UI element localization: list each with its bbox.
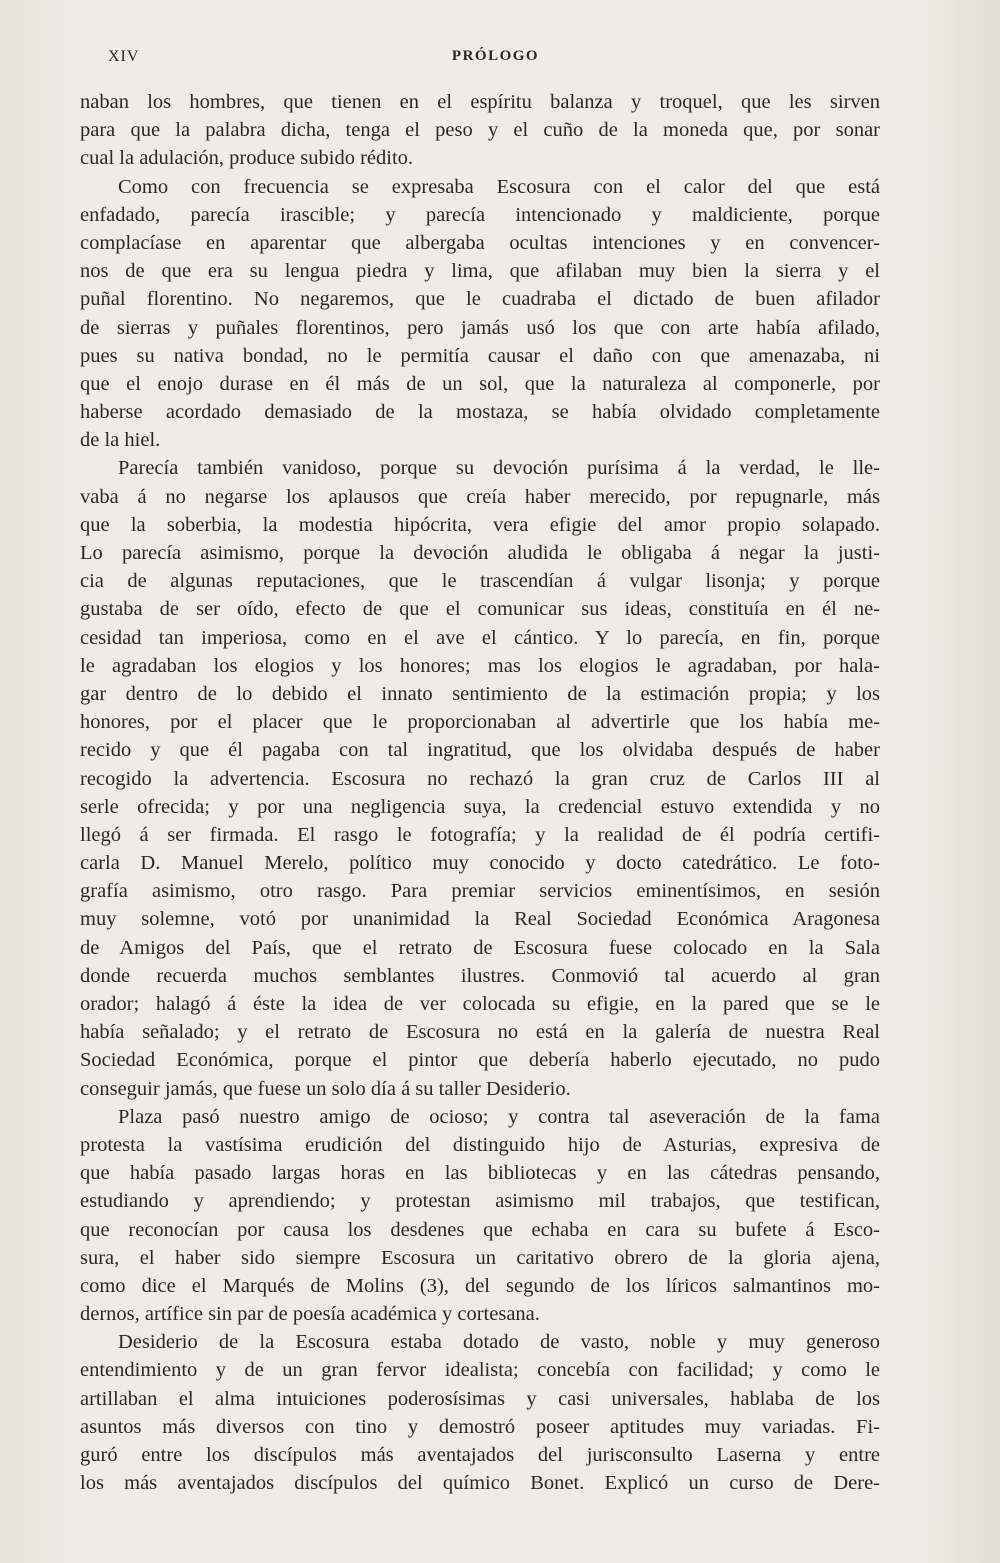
text-line: Plaza pasó nuestro amigo de ocioso; y contra tal aseveración de la fama — [118, 1105, 880, 1128]
text-line: cia de algunas reputaciones, que le trascendían á vulgar lisonja; y porque — [80, 570, 880, 593]
text-line: gar dentro de lo debido el innato sentimiento de la estimación propia; y los — [80, 682, 880, 705]
text-line: honores, por el placer que le proporcionaban al advertirle que los había me- — [80, 711, 880, 734]
text-line: le agradaban los elogios y los honores; mas los elogios le agradaban, por hala- — [80, 654, 880, 677]
text-line: orador; halagó á éste la idea de ver colocada su efigie, en la pared que se le — [80, 993, 880, 1015]
text-line: carla D. Manuel Merelo, político muy conocido y docto catedrático. Le foto- — [80, 852, 880, 875]
text-line: cual la adulación, produce subido rédito. — [80, 147, 414, 170]
text-line: estudiando y aprendiendo; y protestan asimismo mil trabajos, que testifican, — [80, 1190, 880, 1213]
text-line: protesta la vastísima erudición del distinguido hijo de Asturias, expresiva de — [80, 1133, 880, 1156]
text-line: de sierras y puñales florentinos, pero jamás usó los que con arte había afilado, — [80, 316, 880, 339]
text-line: cesidad tan imperiosa, como en el ave el cántico. Y lo parecía, en fin, porque — [80, 626, 880, 649]
text-line: naban los hombres, que tienen en el espíritu balanza y troquel, que les sirven — [80, 91, 880, 113]
text-line: que el enojo durase en él más de un sol, que la naturaleza al componerle, por — [80, 372, 880, 395]
text-line: Lo parecía asimismo, porque la devoción aludida le obligaba á negar la justi- — [80, 542, 880, 564]
text-line: como dice el Marqués de Molins (3), del segundo de los líricos salmantinos mo- — [80, 1274, 880, 1297]
text-line: recido y que él pagaba con tal ingratitud, que los olvidaba después de haber — [80, 739, 880, 762]
text-line: vaba á no negarse los aplausos que creía haber merecido, por repugnarle, más — [80, 485, 880, 508]
text-line: gustaba de ser oído, efecto de que el comunicar sus ideas, constituía en él ne- — [80, 598, 880, 621]
text-line: de Amigos del País, que el retrato de Escosura fuese colocado en la Sala — [80, 936, 880, 959]
text-line: pues su nativa bondad, no le permitía causar el daño con que amenazaba, ni — [80, 344, 880, 367]
text-line: complacíase en aparentar que albergaba ocultas intenciones y en convencer- — [80, 231, 880, 254]
text-line: haberse acordado demasiado de la mostaza, se había olvidado completamente — [80, 401, 880, 424]
text-line: donde recuerda muchos semblantes ilustres. Conmovió tal acuerdo al gran — [80, 964, 880, 987]
text-line: puñal florentino. No negaremos, que le cuadraba el dictado de buen afilador — [80, 288, 880, 311]
text-line: llegó á ser firmada. El rasgo le fotografía; y la realidad de él podría certifi- — [80, 823, 880, 846]
text-line: entendimiento y de un gran fervor idealista; concebía con facilidad; y como le — [80, 1359, 880, 1382]
text-line: sura, el haber sido siempre Escosura un caritativo obrero de la gloria ajena, — [80, 1246, 880, 1269]
text-line: Desiderio de la Escosura estaba dotado de vasto, noble y muy generoso — [118, 1331, 880, 1354]
body-text — [80, 88, 880, 1497]
text-line: Sociedad Económica, porque el pintor que debería haberlo ejecutado, no pudo — [80, 1049, 880, 1072]
text-line: nos de que era su lengua piedra y lima, que afilaban muy bien la sierra y el — [80, 260, 880, 283]
text-line: conseguir jamás, que fuese un solo día á su taller Desiderio. — [80, 1077, 571, 1100]
text-line: los más aventajados discípulos del químico Bonet. Explicó un curso de Dere- — [80, 1472, 880, 1495]
text-line: guró entre los discípulos más aventajados del jurisconsulto Laserna y entre — [80, 1444, 880, 1466]
text-line: Como con frecuencia se expresaba Escosura con el calor del que está — [118, 175, 880, 198]
text-line: había señalado; y el retrato de Escosura no está en la galería de nuestra Real — [80, 1021, 880, 1044]
text-line: Parecía también vanidoso, porque su devoción purísima á la verdad, le lle- — [118, 457, 880, 480]
text-line: para que la palabra dicha, tenga el peso y el cuño de la moneda que, por sonar — [80, 119, 880, 142]
text-line: dernos, artífice sin par de poesía académica y cortesana. — [80, 1303, 540, 1326]
text-line: que reconocían por causa los desdenes que echaba en cara su bufete á Esco- — [80, 1218, 880, 1241]
text-line: que la soberbia, la modestia hipócrita, vera efigie del amor propio solapado. — [80, 513, 880, 536]
text-line: muy solemne, votó por unanimidad la Real Sociedad Económica Aragonesa — [80, 908, 880, 931]
text-line: recogido la advertencia. Escosura no rechazó la gran cruz de Carlos III al — [80, 767, 880, 790]
text-line: serle ofrecida; y por una negligencia suya, la credencial estuvo extendida y no — [80, 795, 880, 818]
text-line: que había pasado largas horas en las bibliotecas y en las cátedras pensando, — [80, 1162, 880, 1185]
page-number: XIV — [108, 48, 140, 65]
running-title: PRÓLOGO — [451, 48, 540, 64]
text-line: enfadado, parecía irascible; y parecía intencionado y maldiciente, porque — [80, 203, 880, 226]
text-line: de la hiel. — [80, 429, 161, 452]
text-line: artillaban el alma intuiciones poderosísimas y casi universales, hablaba de los — [80, 1387, 880, 1410]
text-line: asuntos más diversos con tino y demostró poseer aptitudes muy variadas. Fi- — [80, 1415, 880, 1438]
text-line: grafía asimismo, otro rasgo. Para premiar servicios eminentísimos, en sesión — [80, 880, 880, 903]
running-head — [108, 48, 883, 72]
